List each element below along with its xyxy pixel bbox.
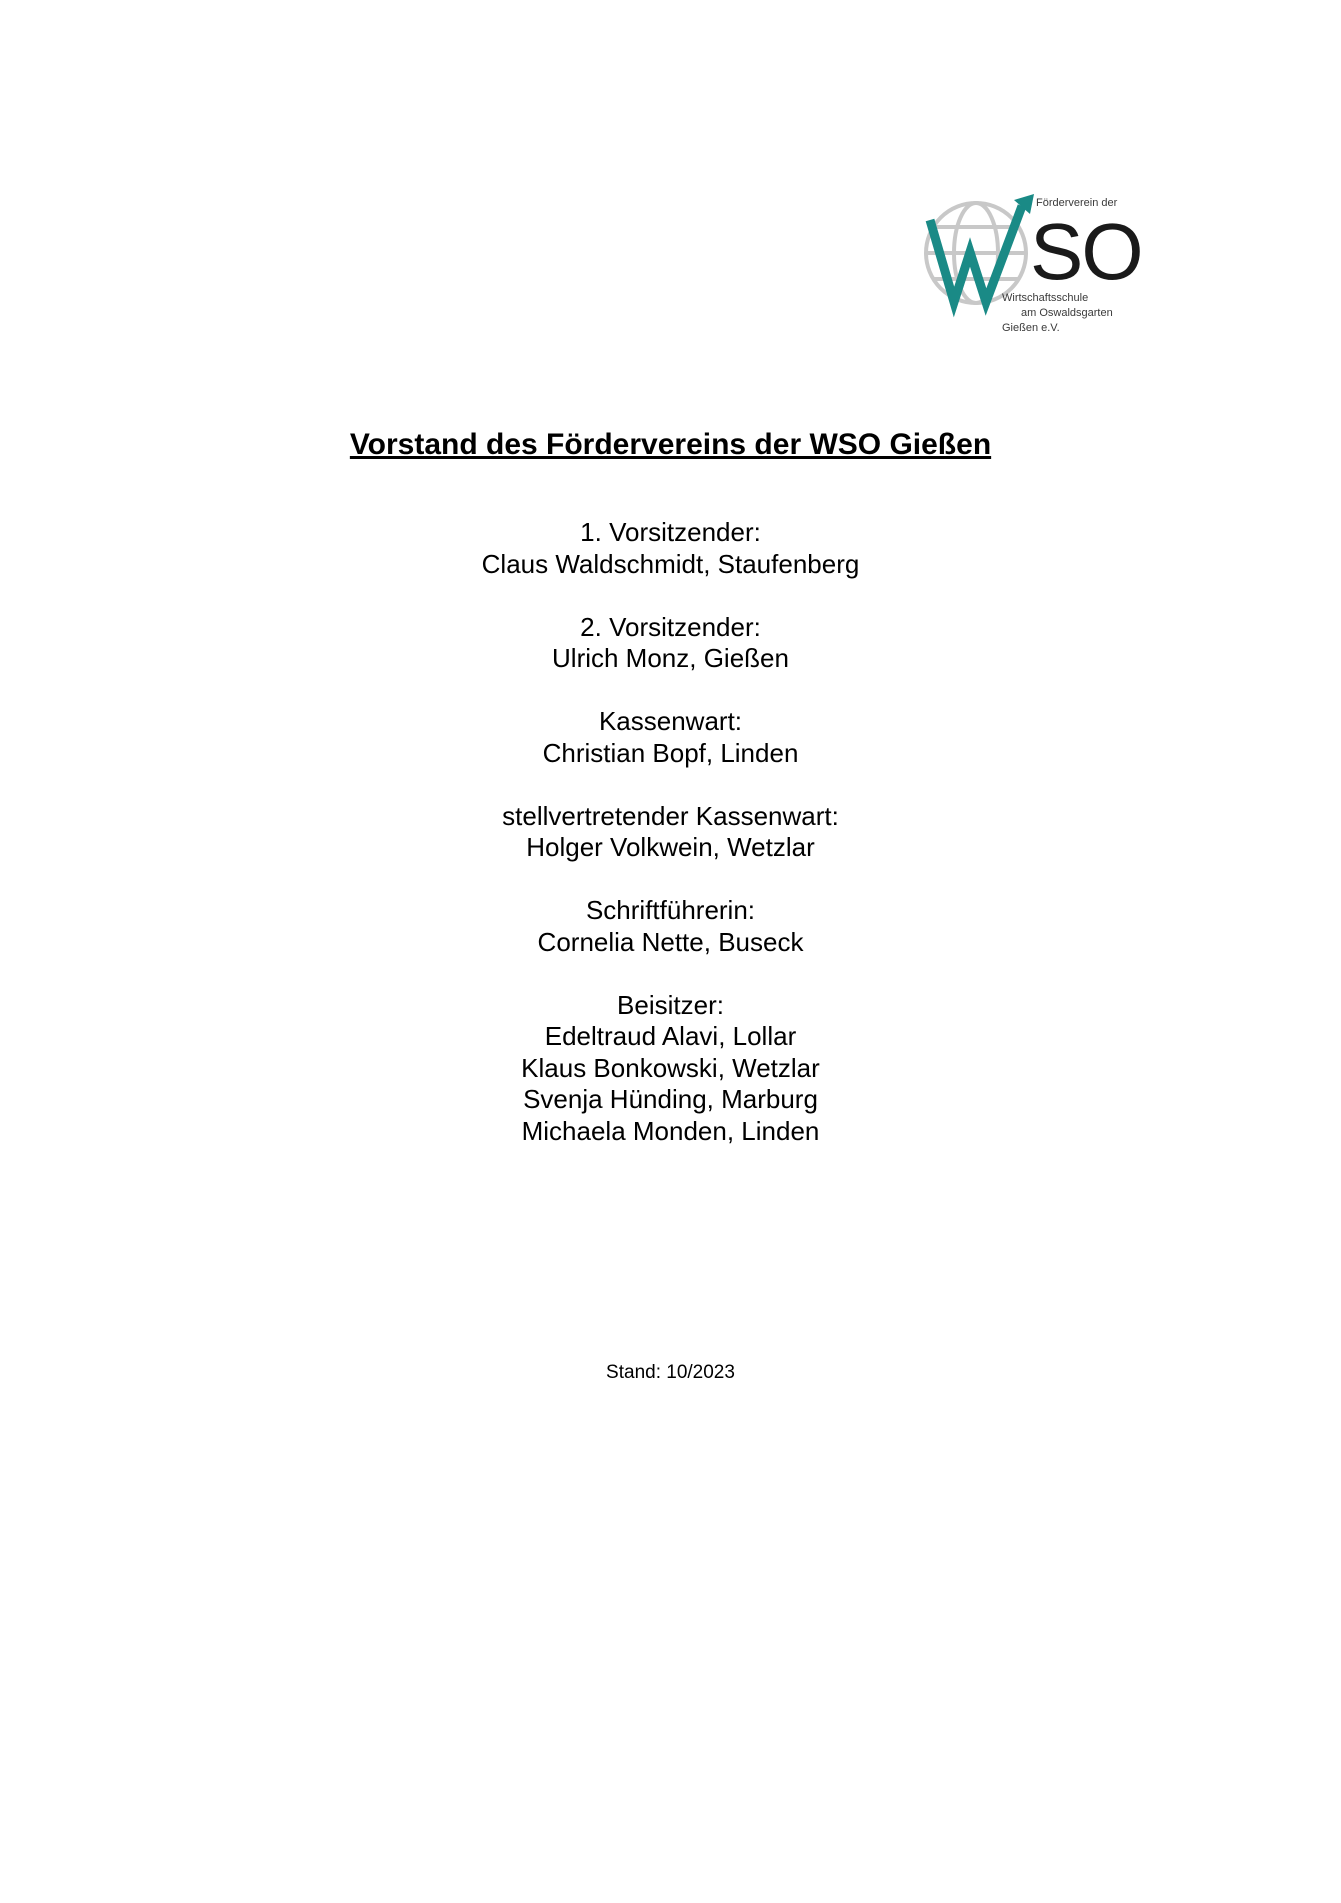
role-title: Beisitzer: <box>617 989 724 1020</box>
role-block <box>0 612 1341 675</box>
member-name: Cornelia Nette, Buseck <box>537 926 804 957</box>
role-block <box>0 895 1341 958</box>
logo-subtitle-line3: Gießen e.V. <box>1002 322 1060 334</box>
role-block <box>0 990 1341 1148</box>
board-members-list <box>0 517 1341 1147</box>
page-title: Vorstand des Fördervereins der WSO Gießen <box>349 428 992 462</box>
logo-subtitle-line1: Wirtschaftsschule <box>1002 292 1089 304</box>
role-title: 2. Vorsitzender: <box>580 611 761 642</box>
member-name: Edeltraud Alavi, Lollar <box>544 1021 797 1051</box>
logo-top-text: Förderverein der <box>1036 197 1118 209</box>
member-name: Klaus Bonkowski, Wetzlar <box>521 1052 820 1083</box>
role-title: Schriftführerin: <box>585 895 756 925</box>
logo-subtitle-line2: am Oswaldsgarten <box>1021 307 1113 319</box>
role-block <box>0 801 1341 864</box>
role-title: Kassenwart: <box>598 706 743 736</box>
wso-logo <box>918 190 1142 340</box>
role-title: stellvertretender Kassenwart: <box>502 800 839 831</box>
member-name: Ulrich Monz, Gießen <box>552 643 789 673</box>
member-name: Christian Bopf, Linden <box>542 737 799 768</box>
role-title: 1. Vorsitzender: <box>580 517 761 547</box>
member-name: Holger Volkwein, Wetzlar <box>526 832 815 862</box>
role-block <box>0 706 1341 769</box>
logo-so-letters: SO <box>1030 207 1142 296</box>
member-name: Svenja Hünding, Marburg <box>523 1084 818 1114</box>
stand-date: Stand: 10/2023 <box>606 1362 735 1383</box>
role-block <box>0 517 1341 580</box>
member-name: Michaela Monden, Linden <box>521 1115 820 1146</box>
member-name: Claus Waldschmidt, Staufenberg <box>481 548 860 579</box>
